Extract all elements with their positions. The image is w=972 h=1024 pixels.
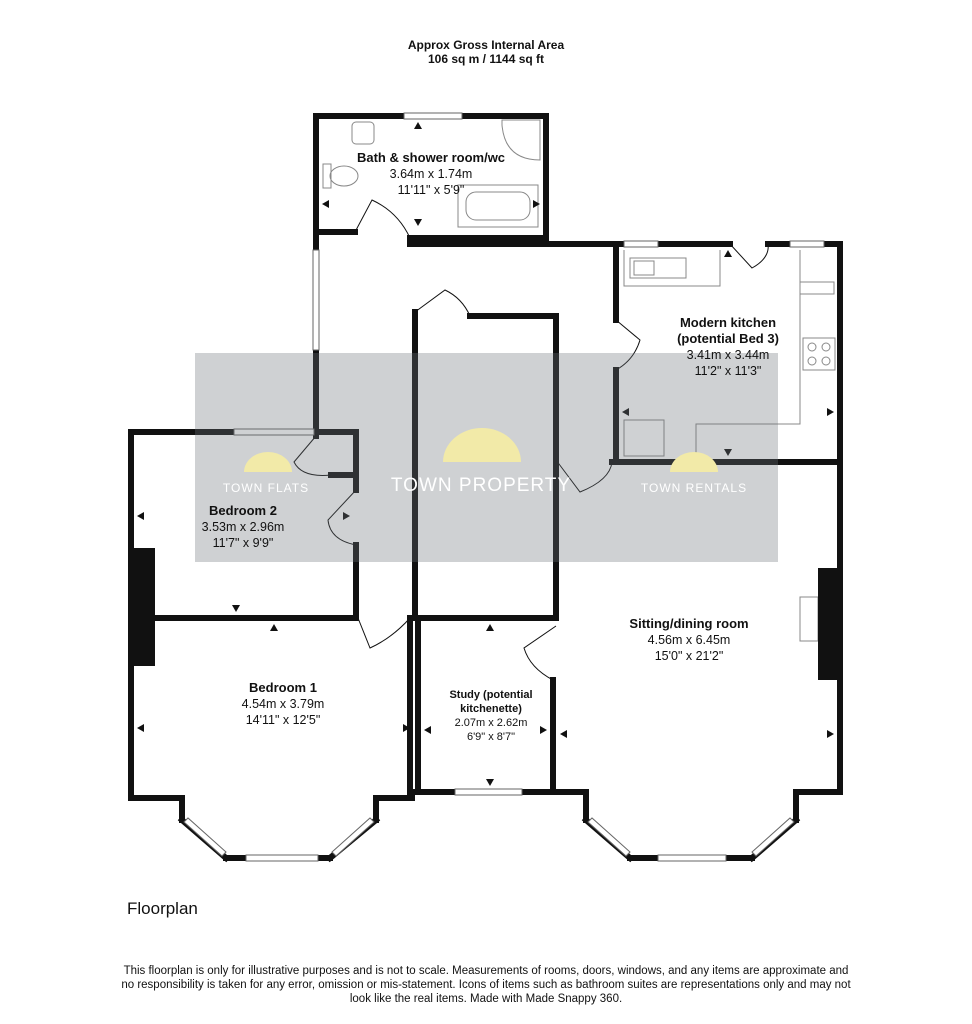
fireplace-icon <box>800 597 818 641</box>
kitchen-imperial: 11'2" x 11'3" <box>694 364 762 378</box>
hall-window <box>313 250 319 350</box>
bath-name: Bath & shower room/wc <box>356 150 506 165</box>
bedroom1-bay-right <box>332 818 374 856</box>
kitchen-window-left <box>624 241 658 247</box>
bathtub-icon <box>458 185 538 227</box>
bedroom2-name: Bedroom 2 <box>209 503 277 518</box>
sitting-name: Sitting/dining room <box>629 616 749 631</box>
study-subtitle: kitchenette) <box>460 703 522 715</box>
basin-icon <box>352 122 374 144</box>
hob-icon <box>803 338 835 370</box>
area-title: Approx Gross Internal Area <box>407 38 565 52</box>
kitchen-name: Modern kitchen <box>679 315 777 330</box>
shower-icon <box>502 120 540 160</box>
study-imperial: 6'9" x 8'7" <box>466 731 516 743</box>
sitting-window <box>658 855 726 861</box>
bedroom1-imperial: 14'11" x 12'5" <box>245 713 321 727</box>
toilet-icon <box>330 166 358 186</box>
bath-metric: 3.64m x 1.74m <box>389 167 473 181</box>
watermark-left-text: TOWN FLATS <box>222 481 310 495</box>
bedroom1-name: Bedroom 1 <box>249 680 317 695</box>
sitting-bay-left <box>588 818 630 856</box>
sitting-bay-right <box>752 818 794 856</box>
disclaimer-text: This floorplan is only for illustrative purposes and is not to scale. Measurements of rooms, doors, windows, and any items are approximate and no responsibility is taken for any error, omission or mis-statement. Icons of items such as bathroom suites are representations only and may not look like the real items. Made with Made Snappy 360. <box>121 965 851 1005</box>
bathroom-window <box>404 113 462 119</box>
study-window <box>455 789 522 795</box>
study-metric: 2.07m x 2.62m <box>454 717 528 729</box>
sitting-imperial: 15'0" x 21'2" <box>654 649 724 663</box>
bedroom1-door <box>358 618 410 648</box>
kitchen-worktop-top <box>624 250 720 286</box>
bedroom2-imperial: 11'7" x 9'9" <box>212 536 274 550</box>
corridor-door <box>415 290 470 316</box>
area-figures: 106 sq m / 1144 sq ft <box>427 52 545 66</box>
bedroom1-metric: 4.54m x 3.79m <box>241 697 325 711</box>
study-door <box>524 626 556 680</box>
study-name: Study (potential <box>449 689 533 701</box>
kitchen-metric: 3.41m x 3.44m <box>686 348 770 362</box>
watermark-right-text: TOWN RENTALS <box>640 481 748 495</box>
kitchen-subtitle: (potential Bed 3) <box>677 331 779 346</box>
sitting-metric: 4.56m x 6.45m <box>647 633 731 647</box>
bath-imperial: 11'11" x 5'9" <box>397 183 465 197</box>
bathroom-door <box>355 200 410 238</box>
bedroom1-bay-left <box>184 818 226 856</box>
watermark-center-text: TOWN PROPERTY <box>390 475 572 496</box>
bedroom2-metric: 3.53m x 2.96m <box>201 520 285 534</box>
bedroom1-window <box>246 855 318 861</box>
floorplan-label: Floorplan <box>127 899 198 918</box>
kitchen-window-right <box>790 241 824 247</box>
kitchen-back-door <box>730 244 768 268</box>
